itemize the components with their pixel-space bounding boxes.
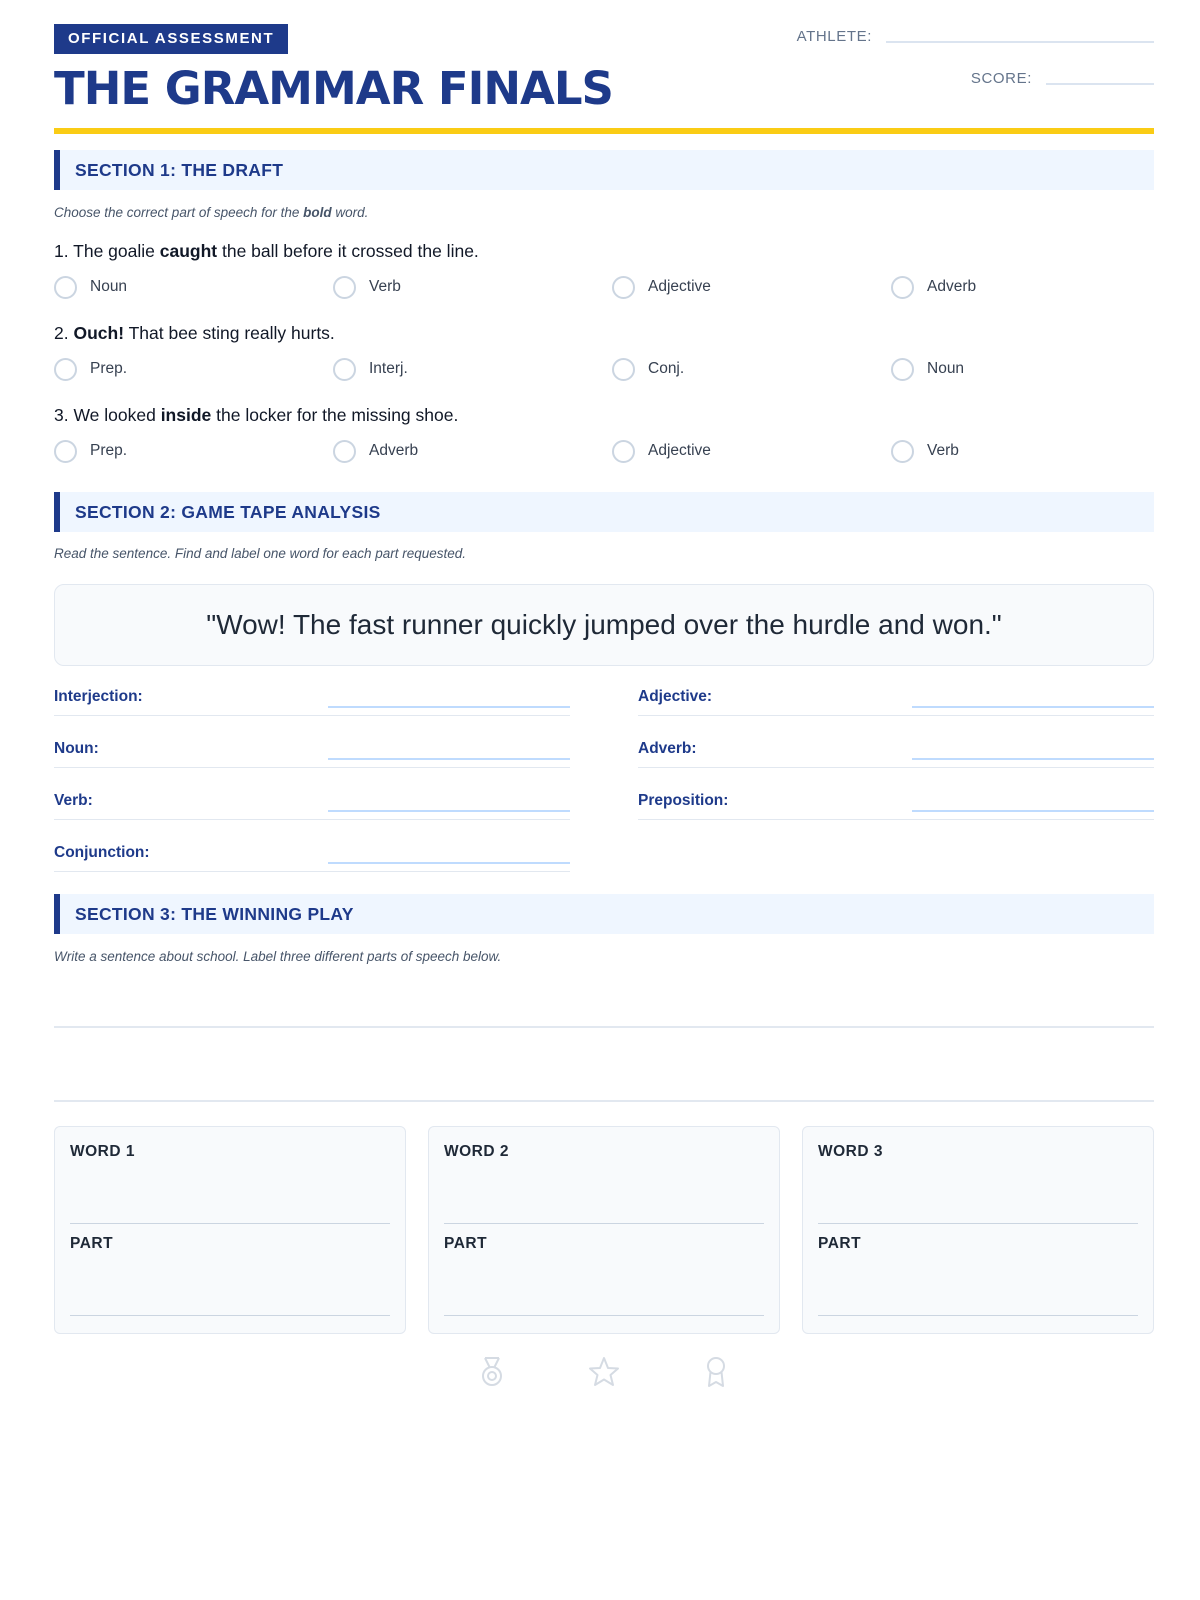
award-ribbon-icon xyxy=(698,1354,734,1390)
field-label: Adverb: xyxy=(638,740,697,757)
question-text: 1. The goalie xyxy=(54,241,160,261)
part-label: PART xyxy=(818,1235,862,1252)
part-label: PART xyxy=(444,1235,488,1252)
question-2 xyxy=(54,323,335,344)
radio-button[interactable] xyxy=(891,440,914,463)
field-label: Conjunction: xyxy=(54,844,150,861)
word-card-1 xyxy=(54,1126,406,1334)
answer-line[interactable] xyxy=(328,758,570,760)
answer-line[interactable] xyxy=(912,706,1154,708)
word-label: WORD 2 xyxy=(444,1143,509,1160)
option[interactable] xyxy=(54,274,127,300)
fill-row-preposition xyxy=(638,788,1154,820)
radio-button[interactable] xyxy=(333,358,356,381)
radio-button[interactable] xyxy=(54,358,77,381)
section-2-heading: SECTION 2: GAME TAPE ANALYSIS xyxy=(54,492,1154,532)
header xyxy=(54,24,1154,134)
part-answer-line[interactable] xyxy=(818,1315,1138,1316)
option-label: Interj. xyxy=(369,360,408,377)
section-1-heading: SECTION 1: THE DRAFT xyxy=(54,150,1154,190)
option[interactable] xyxy=(612,356,684,382)
option-label: Adverb xyxy=(369,442,419,459)
answer-line[interactable] xyxy=(328,862,570,864)
score-label: SCORE: xyxy=(970,70,1032,87)
question-1 xyxy=(54,241,479,262)
radio-button[interactable] xyxy=(891,358,914,381)
section-3-instruction: Write a sentence about school. Label three different parts of speech below. xyxy=(54,949,502,964)
medal-icon xyxy=(474,1354,510,1390)
field-label: Verb: xyxy=(54,792,93,809)
option[interactable] xyxy=(891,356,964,382)
instruction-text: Choose the correct part of speech for the xyxy=(54,205,304,220)
radio-button[interactable] xyxy=(891,276,914,299)
instruction-text-end: word. xyxy=(331,205,369,220)
athlete-label: ATHLETE: xyxy=(796,28,872,45)
part-answer-line[interactable] xyxy=(444,1315,764,1316)
page-title: THE GRAMMAR FINALS xyxy=(54,62,613,115)
radio-button[interactable] xyxy=(612,358,635,381)
question-bold-word: inside xyxy=(160,405,212,425)
field-label: Adjective: xyxy=(638,688,713,705)
option-label: Prep. xyxy=(90,360,128,377)
radio-button[interactable] xyxy=(54,440,77,463)
header-divider xyxy=(54,128,1154,134)
option[interactable] xyxy=(891,274,976,300)
question-text: 2. xyxy=(54,323,74,343)
field-label: Noun: xyxy=(54,740,99,757)
word-answer-line[interactable] xyxy=(818,1223,1138,1224)
section-2-instruction: Read the sentence. Find and label one word for each part requested. xyxy=(54,546,467,561)
option-label: Verb xyxy=(927,442,959,459)
worksheet-page xyxy=(54,24,1154,1252)
option-label: Adjective xyxy=(648,278,711,295)
word-label: WORD 3 xyxy=(818,1143,883,1160)
option-label: Conj. xyxy=(648,360,685,377)
question-text-end: the locker for the missing shoe. xyxy=(211,405,459,425)
question-2-options xyxy=(54,356,1154,382)
fill-row-noun xyxy=(54,736,570,768)
radio-button[interactable] xyxy=(54,276,77,299)
answer-line[interactable] xyxy=(328,810,570,812)
option[interactable] xyxy=(54,438,127,464)
option-label: Noun xyxy=(90,278,128,295)
fill-row-adjective xyxy=(638,684,1154,716)
score-field xyxy=(971,70,1154,87)
sentence-writing-line[interactable] xyxy=(54,1026,1154,1028)
word-card-2 xyxy=(428,1126,780,1334)
part-answer-line[interactable] xyxy=(70,1315,390,1316)
option[interactable] xyxy=(612,438,711,464)
question-3 xyxy=(54,405,458,426)
footer-icons xyxy=(54,1354,1154,1394)
question-1-options xyxy=(54,274,1154,300)
score-input-line[interactable] xyxy=(1046,75,1154,85)
instruction-bold-word: bold xyxy=(303,205,332,220)
field-label: Interjection: xyxy=(54,688,143,705)
part-label: PART xyxy=(70,1235,114,1252)
question-text: 3. We looked xyxy=(54,405,161,425)
radio-button[interactable] xyxy=(333,276,356,299)
option-label: Verb xyxy=(369,278,401,295)
question-bold-word: Ouch! xyxy=(73,323,125,343)
radio-button[interactable] xyxy=(333,440,356,463)
option-label: Noun xyxy=(927,360,965,377)
answer-line[interactable] xyxy=(912,810,1154,812)
option[interactable] xyxy=(333,438,418,464)
radio-button[interactable] xyxy=(612,276,635,299)
radio-button[interactable] xyxy=(612,440,635,463)
fill-row-conjunction xyxy=(54,840,570,872)
fill-row-interjection xyxy=(54,684,570,716)
field-label: Preposition: xyxy=(638,792,729,809)
analysis-sentence-box: "Wow! The fast runner quickly jumped over the hurdle and won." xyxy=(54,584,1154,666)
option[interactable] xyxy=(891,438,959,464)
question-text-end: That bee sting really hurts. xyxy=(124,323,335,343)
word-answer-line[interactable] xyxy=(70,1223,390,1224)
sentence-writing-line[interactable] xyxy=(54,1100,1154,1102)
star-icon xyxy=(586,1354,622,1390)
section-1-instruction xyxy=(54,205,368,220)
athlete-input-line[interactable] xyxy=(886,33,1154,43)
option-label: Adjective xyxy=(648,442,711,459)
answer-line[interactable] xyxy=(912,758,1154,760)
question-3-options xyxy=(54,438,1154,464)
section-3-heading: SECTION 3: THE WINNING PLAY xyxy=(54,894,1154,934)
question-text-end: the ball before it crossed the line. xyxy=(217,241,479,261)
athlete-field xyxy=(797,28,1154,45)
word-answer-line[interactable] xyxy=(444,1223,764,1224)
fill-row-verb xyxy=(54,788,570,820)
option[interactable] xyxy=(54,356,127,382)
word-card-3 xyxy=(802,1126,1154,1334)
option-label: Adverb xyxy=(927,278,977,295)
option[interactable] xyxy=(333,356,408,382)
word-label: WORD 1 xyxy=(70,1143,135,1160)
option[interactable] xyxy=(612,274,711,300)
question-bold-word: caught xyxy=(159,241,218,261)
option-label: Prep. xyxy=(90,442,128,459)
answer-line[interactable] xyxy=(328,706,570,708)
fill-row-adverb xyxy=(638,736,1154,768)
option[interactable] xyxy=(333,274,401,300)
assessment-badge: OFFICIAL ASSESSMENT xyxy=(54,24,288,54)
